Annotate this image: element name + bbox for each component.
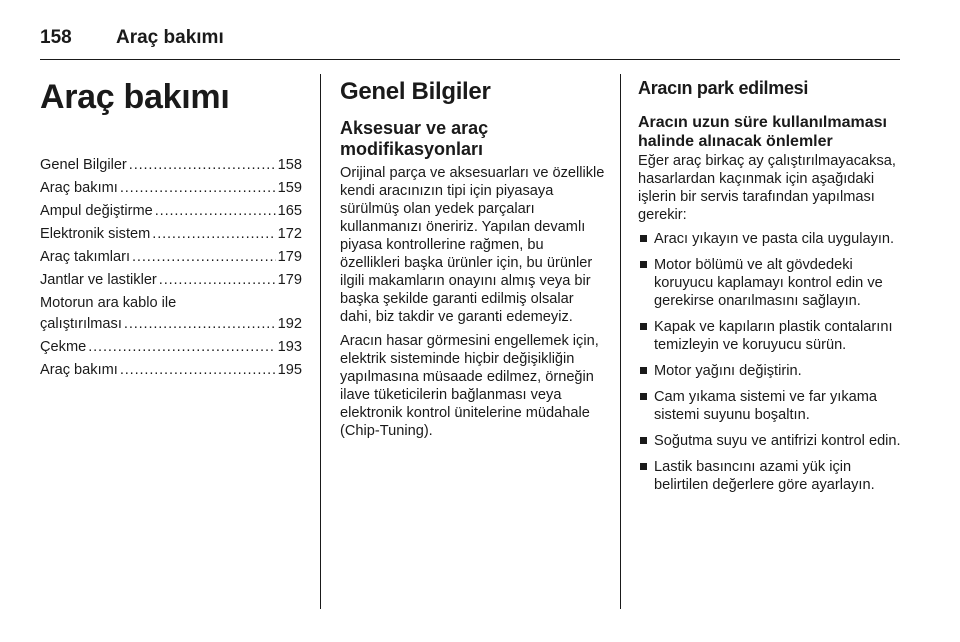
toc-leader (132, 247, 276, 268)
toc-label: Jantlar ve lastikler (40, 272, 157, 288)
subsection-title (340, 118, 605, 160)
toc-page: 158 (277, 157, 302, 173)
toc-leader (155, 201, 276, 222)
toc-page: 172 (277, 226, 302, 242)
toc-item[interactable] (40, 270, 302, 291)
toc-label-line1: Motorun ara kablo ile (40, 295, 177, 311)
toc-leader (88, 337, 275, 358)
toc-label: Genel Bilgiler (40, 157, 127, 173)
toc-column (40, 72, 302, 383)
toc-leader (129, 155, 276, 176)
page-number: 158 (40, 27, 72, 48)
list-item: Kapak ve kapıların plastik contalarını temizleyin ve koruyucu sürün. (638, 318, 903, 354)
toc-leader (159, 270, 276, 291)
toc-label: Çekme (40, 339, 87, 355)
toc-item[interactable] (40, 224, 302, 245)
bullet-square-icon (640, 437, 647, 444)
toc-page: 165 (277, 203, 302, 219)
toc-page: 193 (277, 339, 302, 355)
subsection-title (638, 113, 903, 151)
bullet-square-icon (640, 261, 647, 268)
toc-page: 195 (277, 362, 302, 378)
toc-item[interactable] (40, 178, 302, 199)
toc-page: 192 (277, 316, 302, 332)
list-item: Lastik basıncını azami yük için belirtilen değerlere göre ayarlayın. (638, 458, 903, 494)
toc-leader (124, 314, 276, 335)
list-item: Cam yıkama sistemi ve far yıkama sistemi suyunu boşaltın. (638, 388, 903, 424)
toc-leader (120, 360, 276, 381)
toc-label: çalıştırılması (40, 316, 122, 332)
paragraph: Orijinal parça ve aksesuarları ve özellikle kendi aracınızın tipi için piyasaya sürülmüş olan yedek parçaları kullanmanızı öneririz. Yapılan devamlı piyasa kontrollerine rağmen, bu özellikleri başka ürünler için, bu ürünler ilgili makamların onayını almış veya bir başka şekilde garanti edilmiş olsalar dahi, biz takdir ve garanti edemeyiz. (340, 165, 605, 325)
general-info-column (340, 72, 605, 446)
header-rule (40, 59, 900, 60)
toc-page: 159 (277, 180, 302, 196)
column-divider (620, 74, 621, 609)
toc-label: Araç bakımı (40, 362, 118, 378)
bullet-square-icon (640, 323, 647, 330)
toc-label: Elektronik sistem (40, 226, 151, 242)
toc-item[interactable] (40, 247, 302, 268)
list-item: Motor yağını değiştirin. (638, 362, 903, 380)
toc-leader (120, 178, 276, 199)
subsection-title-line: Aracın uzun süre kullanılmaması (638, 114, 887, 131)
table-of-contents (40, 155, 302, 381)
subsection-title-line: Aksesuar ve araç (340, 118, 489, 138)
bullet-square-icon (640, 235, 647, 242)
bullet-list (638, 230, 903, 494)
list-item: Aracı yıkayın ve pasta cila uygulayın. (638, 230, 903, 248)
toc-item[interactable] (40, 293, 302, 335)
list-item: Motor bölümü ve alt gövdedeki koruyucu kaplamayı kontrol edin ve gerekirse onarılmasını sağlayın. (638, 256, 903, 310)
toc-label: Araç takımları (40, 249, 131, 265)
toc-label: Ampul değiştirme (40, 203, 153, 219)
bullet-square-icon (640, 393, 647, 400)
toc-item[interactable] (40, 155, 302, 176)
column-divider (320, 74, 321, 609)
toc-item[interactable] (40, 337, 302, 358)
subsection-title-line: modifikasyonları (340, 139, 484, 159)
section-title: Genel Bilgiler (340, 78, 491, 105)
bullet-square-icon (640, 463, 647, 470)
toc-page: 179 (277, 249, 302, 265)
toc-item[interactable] (40, 360, 302, 381)
toc-label: Araç bakımı (40, 180, 118, 196)
paragraph: Aracın hasar görmesini engellemek için, elektrik sisteminde hiçbir değişikliğin yapılmasına müsaade edilmez, örneğin ilave tüketicilerin bağlanması veya elektronik kontrol ünitelerine müdahale (Chip-Tuning). (340, 333, 599, 439)
page-header (40, 18, 920, 58)
toc-item[interactable] (40, 201, 302, 222)
paragraph: Eğer araç birkaç ay çalıştırılmayacaksa, hasarlardan kaçınmak için aşağıdaki işlerin bir servis tarafından yapılması gerekir: (638, 153, 896, 223)
toc-leader (152, 224, 275, 245)
subsection-title-line: halinde alınacak önlemler (638, 133, 833, 150)
bullet-square-icon (640, 367, 647, 374)
chapter-title: Araç bakımı (40, 78, 230, 116)
section-title: Aracın park edilmesi (638, 78, 809, 98)
running-chapter-title: Araç bakımı (116, 27, 224, 48)
toc-page: 179 (277, 272, 302, 288)
list-item: Soğutma suyu ve antifrizi kontrol edin. (638, 432, 903, 450)
parking-column (638, 72, 903, 502)
